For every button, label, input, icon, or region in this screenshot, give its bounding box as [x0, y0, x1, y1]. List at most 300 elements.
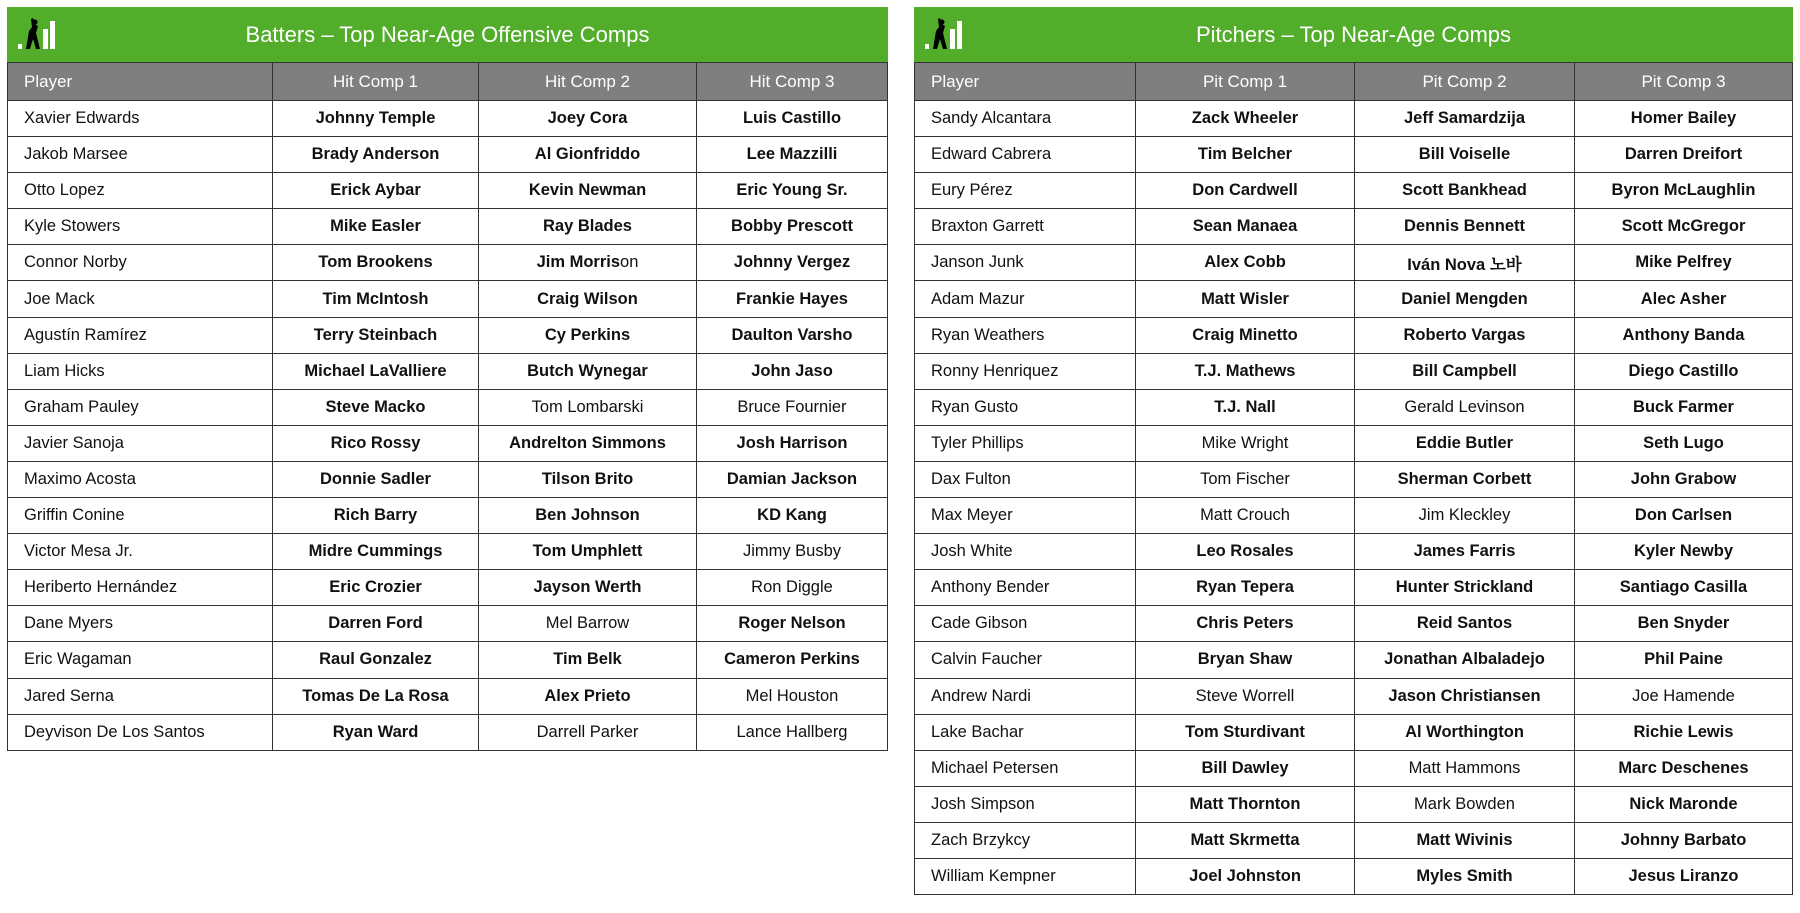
table-row: [8, 678, 888, 714]
comp-name-regular: Mel Barrow: [545, 614, 630, 633]
table-row: [915, 714, 1793, 750]
player-name-cell: William Kempner: [915, 858, 1136, 894]
player-name-cell: Joe Mack: [8, 281, 273, 317]
comp-3-cell: [697, 678, 888, 714]
comp-2-cell: [1355, 461, 1575, 497]
column-header-comp-2: Hit Comp 2: [479, 63, 697, 101]
comp-name-bold: Zack Wheeler: [1191, 109, 1299, 128]
player-name-cell: Jakob Marsee: [8, 137, 273, 173]
comp-1-cell: [1136, 389, 1355, 425]
comp-3-cell: [1575, 570, 1793, 606]
player-name-cell: Lake Bachar: [915, 714, 1136, 750]
comp-2-cell: [1355, 353, 1575, 389]
comp-2-cell: [1355, 101, 1575, 137]
comp-name-bold: Roger Nelson: [738, 614, 846, 633]
batter-logo-icon: [924, 17, 964, 51]
comp-name-bold: John Grabow: [1630, 469, 1737, 488]
comp-name-bold: Eric Young Sr.: [736, 181, 848, 200]
comp-name-bold: Luis Castillo: [742, 109, 842, 128]
comp-name-bold: Tom Umphlett: [532, 542, 643, 561]
comp-name-bold: Tim Belk: [553, 650, 622, 669]
comp-name-bold: Chris Peters: [1196, 614, 1294, 633]
comp-1-cell: [273, 714, 479, 750]
comp-name-bold: Joel Johnston: [1189, 867, 1301, 886]
table-row: [8, 570, 888, 606]
comp-1-cell: [1136, 425, 1355, 461]
comp-3-cell: [1575, 101, 1793, 137]
comp-2-cell: [479, 353, 697, 389]
comp-name-bold: Terry Steinbach: [313, 325, 438, 344]
comp-1-cell: [273, 173, 479, 209]
comp-2-cell: [479, 137, 697, 173]
comp-name-bold: Alex Prieto: [544, 686, 631, 705]
comp-name-bold: Alec Asher: [1640, 289, 1727, 308]
player-name-cell: Graham Pauley: [8, 389, 273, 425]
comp-name-bold: Mike Pelfrey: [1635, 253, 1732, 272]
comp-name-bold: Diego Castillo: [1628, 361, 1739, 380]
player-name-cell: Liam Hicks: [8, 353, 273, 389]
player-name-cell: Anthony Bender: [915, 570, 1136, 606]
comp-name-bold: Raul Gonzalez: [319, 650, 432, 669]
comp-2-cell: [1355, 570, 1575, 606]
comp-1-cell: [273, 461, 479, 497]
comp-3-cell: [1575, 281, 1793, 317]
comp-name-regular: Gerald Levinson: [1404, 397, 1525, 416]
comp-3-cell: [697, 389, 888, 425]
comp-name-bold: Ben Snyder: [1637, 614, 1730, 633]
comp-name-bold: Midre Cummings: [308, 542, 443, 561]
table-row: [915, 317, 1793, 353]
table-row: [915, 245, 1793, 281]
comp-1-cell: [273, 389, 479, 425]
batter-logo-icon: [17, 17, 57, 51]
comp-2-cell: [1355, 858, 1575, 894]
comp-name-bold: Dennis Bennett: [1403, 217, 1525, 236]
comp-1-cell: [273, 137, 479, 173]
comp-3-cell: [697, 498, 888, 534]
player-name-cell: Edward Cabrera: [915, 137, 1136, 173]
player-name-cell: Victor Mesa Jr.: [8, 534, 273, 570]
comp-name-bold: Nick Maronde: [1629, 794, 1738, 813]
comp-1-cell: [273, 570, 479, 606]
comp-name-bold: Eddie Butler: [1415, 433, 1514, 452]
player-name-cell: Adam Mazur: [915, 281, 1136, 317]
comp-name-regular: Mel Houston: [745, 686, 839, 705]
player-name-cell: Deyvison De Los Santos: [8, 714, 273, 750]
player-name-cell: Braxton Garrett: [915, 209, 1136, 245]
comp-3-cell: [1575, 498, 1793, 534]
comp-3-cell: [697, 425, 888, 461]
pitchers-table: [914, 62, 1793, 895]
table-row: [915, 137, 1793, 173]
comp-name-bold: Bill Voiselle: [1418, 145, 1511, 164]
comp-name-bold: Ben Johnson: [535, 506, 640, 525]
column-header-comp-1: Hit Comp 1: [273, 63, 479, 101]
comp-2-cell: [479, 606, 697, 642]
table-row: [8, 425, 888, 461]
table-row: [915, 822, 1793, 858]
player-name-cell: Janson Junk: [915, 245, 1136, 281]
comp-name-bold: Steve Macko: [325, 397, 426, 416]
comp-1-cell: [273, 606, 479, 642]
batters-comps-panel: [7, 7, 888, 751]
table-row: [915, 353, 1793, 389]
comp-2-cell: [479, 534, 697, 570]
player-name-cell: Max Meyer: [915, 498, 1136, 534]
comp-1-cell: [1136, 822, 1355, 858]
comp-2-cell: [1355, 245, 1575, 281]
comp-2-cell: [1355, 606, 1575, 642]
comp-name-bold: Tim McIntosh: [322, 289, 429, 308]
pitchers-comps-panel: [914, 7, 1793, 895]
comp-name-regular: Jim Kleckley: [1418, 506, 1511, 525]
table-row: [915, 750, 1793, 786]
comp-name-bold: Tom Sturdivant: [1185, 722, 1305, 741]
comp-name-bold: John Jaso: [751, 361, 833, 380]
comp-1-cell: [273, 678, 479, 714]
comp-name-bold: Jeff Samardzija: [1403, 109, 1526, 128]
comp-3-cell: [697, 714, 888, 750]
table-row: [8, 101, 888, 137]
comp-name-bold: Ray Blades: [543, 217, 632, 236]
comp-2-cell: [1355, 281, 1575, 317]
comp-1-cell: [273, 425, 479, 461]
table-row: [915, 534, 1793, 570]
table-row: [8, 281, 888, 317]
comp-3-cell: [697, 281, 888, 317]
comp-3-cell: [1575, 209, 1793, 245]
comp-2-cell: [479, 678, 697, 714]
comp-2-cell: [479, 461, 697, 497]
player-name-cell: Calvin Faucher: [915, 642, 1136, 678]
comp-name-regular: Matt Crouch: [1200, 506, 1290, 525]
comp-name-bold: Rico Rossy: [330, 433, 421, 452]
comp-name-bold: Bill Dawley: [1201, 758, 1289, 777]
table-row: [915, 678, 1793, 714]
comp-1-cell: [1136, 461, 1355, 497]
batters-title: Batters – Top Near-Age Offensive Comps: [245, 21, 650, 47]
player-name-cell: Andrew Nardi: [915, 678, 1136, 714]
comp-1-cell: [273, 245, 479, 281]
comp-2-cell: [1355, 137, 1575, 173]
comp-1-cell: [1136, 534, 1355, 570]
player-name-cell: Ronny Henriquez: [915, 353, 1136, 389]
comp-name-regular: Matt Hammons: [1408, 758, 1521, 777]
comp-name-regular: Tom Fischer: [1200, 469, 1290, 488]
comp-name-regular: Jimmy Busby: [742, 542, 842, 561]
comp-name-bold: Tim Belcher: [1197, 145, 1293, 164]
comp-name-bold: Jonathan Albaladejo: [1384, 650, 1545, 669]
table-row: [915, 858, 1793, 894]
comp-2-cell: [1355, 425, 1575, 461]
player-name-cell: Tyler Phillips: [915, 425, 1136, 461]
comp-3-cell: [1575, 786, 1793, 822]
table-row: [8, 137, 888, 173]
comp-name-bold: Matt Wivinis: [1416, 830, 1513, 849]
player-name-cell: Xavier Edwards: [8, 101, 273, 137]
player-name-cell: Eric Wagaman: [8, 642, 273, 678]
comp-1-cell: [273, 353, 479, 389]
comp-name-bold: Johnny Temple: [315, 109, 436, 128]
comp-3-cell: [697, 209, 888, 245]
table-row: [915, 389, 1793, 425]
comp-2-cell: [1355, 750, 1575, 786]
comp-name-bold: Kyler Newby: [1633, 542, 1734, 561]
comp-2-cell: [1355, 209, 1575, 245]
comp-2-cell: [479, 317, 697, 353]
comp-2-cell: [1355, 173, 1575, 209]
comp-name-regular: Lance Hallberg: [736, 722, 848, 741]
comp-2-cell: [479, 101, 697, 137]
table-row: [8, 353, 888, 389]
comp-1-cell: [1136, 317, 1355, 353]
comp-name-bold: Cameron Perkins: [724, 650, 860, 669]
comp-1-cell: [1136, 173, 1355, 209]
comp-3-cell: [697, 642, 888, 678]
comp-name-regular: Steve Worrell: [1195, 686, 1295, 705]
comp-2-cell: [1355, 642, 1575, 678]
player-name-cell: Josh Simpson: [915, 786, 1136, 822]
comp-2-cell: [479, 425, 697, 461]
table-row: [8, 173, 888, 209]
comp-name-bold: Don Cardwell: [1192, 181, 1298, 200]
comp-name-bold: Hunter Strickland: [1395, 578, 1534, 597]
comp-name-bold: Butch Wynegar: [527, 361, 648, 380]
table-row: [8, 389, 888, 425]
comp-name-bold: Mike Easler: [330, 217, 421, 236]
comp-name-bold: Byron McLaughlin: [1611, 181, 1756, 200]
comp-name-bold: Daniel Mengden: [1401, 289, 1528, 308]
comp-2-cell: [479, 389, 697, 425]
comp-name-bold: Richie Lewis: [1633, 722, 1734, 741]
comp-3-cell: [1575, 750, 1793, 786]
table-row: [8, 534, 888, 570]
column-header-comp-3: Pit Comp 3: [1575, 63, 1793, 101]
comp-name-bold: Homer Bailey: [1630, 109, 1737, 128]
comp-name-bold: Phil Paine: [1644, 650, 1723, 669]
comp-name-bold: Buck Farmer: [1633, 397, 1734, 416]
comp-name-bold: Sherman Corbett: [1397, 469, 1532, 488]
comp-3-cell: [1575, 714, 1793, 750]
player-name-cell: Dax Fulton: [915, 461, 1136, 497]
comp-3-cell: [697, 137, 888, 173]
comp-1-cell: [1136, 281, 1355, 317]
player-name-cell: Otto Lopez: [8, 173, 273, 209]
comp-name-bold: Kevin Newman: [528, 181, 647, 200]
comp-2-cell: [1355, 714, 1575, 750]
comp-3-cell: [1575, 606, 1793, 642]
comp-name-bold: Matt Thornton: [1189, 794, 1301, 813]
comp-name-bold: Scott McGregor: [1621, 217, 1746, 236]
comp-1-cell: [1136, 209, 1355, 245]
comp-2-cell: [479, 642, 697, 678]
comp-name-regular: Joe Hamende: [1632, 686, 1735, 705]
player-name-cell: Eury Pérez: [915, 173, 1136, 209]
table-row: [915, 173, 1793, 209]
pitchers-banner: [914, 7, 1793, 62]
table-row: [915, 425, 1793, 461]
comp-name-bold: James Farris: [1413, 542, 1516, 561]
comp-name-bold: Bill Campbell: [1412, 361, 1517, 380]
comp-name-bold: Scott Bankhead: [1402, 181, 1527, 200]
comp-name-bold: Darren Ford: [328, 614, 423, 633]
comp-name-bold: Joey Cora: [547, 109, 628, 128]
comp-name-bold: Bryan Shaw: [1197, 650, 1293, 669]
column-header-comp-2: Pit Comp 2: [1355, 63, 1575, 101]
table-row: [915, 606, 1793, 642]
table-row: [915, 498, 1793, 534]
comp-2-cell: [1355, 678, 1575, 714]
comp-name-bold: Tomas De La Rosa: [302, 686, 449, 705]
comp-3-cell: [1575, 425, 1793, 461]
comp-3-cell: [1575, 137, 1793, 173]
comp-name-bold: Darren Dreifort: [1624, 145, 1743, 164]
comp-name-bold: Anthony Banda: [1622, 325, 1745, 344]
table-row: [915, 209, 1793, 245]
comp-2-cell: [479, 281, 697, 317]
player-name-cell: Agustín Ramírez: [8, 317, 273, 353]
comp-1-cell: [1136, 606, 1355, 642]
comp-1-cell: [1136, 137, 1355, 173]
comp-name-bold: Jim Morris: [536, 253, 621, 272]
comp-3-cell: [697, 317, 888, 353]
table-row: [915, 461, 1793, 497]
player-name-cell: Ryan Gusto: [915, 389, 1136, 425]
comp-1-cell: [1136, 714, 1355, 750]
comp-2-cell: [1355, 822, 1575, 858]
comp-name-bold: Jesus Liranzo: [1628, 867, 1739, 886]
comp-2-cell: [1355, 389, 1575, 425]
comp-name-regular: on: [620, 253, 639, 272]
comp-name-regular: Tom Lombarski: [531, 397, 644, 416]
player-name-cell: Kyle Stowers: [8, 209, 273, 245]
comp-3-cell: [697, 173, 888, 209]
table-row: [8, 498, 888, 534]
comp-name-bold: Tom Brookens: [318, 253, 433, 272]
comp-2-cell: [479, 173, 697, 209]
comp-name-regular: Mark Bowden: [1414, 794, 1515, 813]
player-name-cell: Sandy Alcantara: [915, 101, 1136, 137]
comp-2-cell: [1355, 786, 1575, 822]
comp-name-bold: Bobby Prescott: [731, 217, 853, 236]
comp-1-cell: [273, 281, 479, 317]
column-header-player: Player: [915, 63, 1136, 101]
batters-banner: [7, 7, 888, 62]
comp-2-cell: [479, 209, 697, 245]
comp-2-cell: [479, 498, 697, 534]
table-row: [8, 461, 888, 497]
comp-3-cell: [697, 570, 888, 606]
player-name-cell: Michael Petersen: [915, 750, 1136, 786]
comp-3-cell: [697, 534, 888, 570]
comp-name-bold: T.J. Nall: [1214, 397, 1276, 416]
comp-name-bold: Iván Nova 노바: [1407, 255, 1522, 274]
table-row: [915, 570, 1793, 606]
comp-name-bold: Craig Minetto: [1192, 325, 1298, 344]
comp-2-cell: [479, 570, 697, 606]
comp-3-cell: [697, 101, 888, 137]
comp-name-bold: Matt Skrmetta: [1190, 830, 1300, 849]
comp-name-bold: Tilson Brito: [541, 469, 634, 488]
comp-name-bold: Santiago Casilla: [1619, 578, 1748, 597]
player-name-cell: Cade Gibson: [915, 606, 1136, 642]
comp-name-bold: Erick Aybar: [330, 181, 421, 200]
comp-name-bold: KD Kang: [757, 506, 827, 525]
comp-1-cell: [1136, 101, 1355, 137]
player-name-cell: Josh White: [915, 534, 1136, 570]
table-row: [915, 101, 1793, 137]
comp-2-cell: [479, 714, 697, 750]
player-name-cell: Griffin Conine: [8, 498, 273, 534]
table-row: [8, 714, 888, 750]
comp-name-bold: Matt Wisler: [1201, 289, 1289, 308]
comp-3-cell: [1575, 678, 1793, 714]
comp-3-cell: [697, 353, 888, 389]
comp-3-cell: [1575, 173, 1793, 209]
comp-3-cell: [1575, 317, 1793, 353]
comp-3-cell: [1575, 461, 1793, 497]
comp-name-bold: Daulton Varsho: [731, 325, 853, 344]
comp-name-bold: Johnny Vergez: [733, 253, 851, 272]
comp-name-bold: Leo Rosales: [1196, 542, 1294, 561]
batters-table: [7, 62, 888, 751]
comp-name-bold: Ryan Tepera: [1196, 578, 1294, 597]
comp-name-bold: Myles Smith: [1416, 867, 1513, 886]
player-name-cell: Ryan Weathers: [915, 317, 1136, 353]
comp-1-cell: [1136, 570, 1355, 606]
comp-name-bold: Damian Jackson: [726, 469, 858, 488]
comp-name-bold: Reid Santos: [1416, 614, 1513, 633]
comp-name-bold: Marc Deschenes: [1618, 758, 1749, 777]
comp-1-cell: [1136, 678, 1355, 714]
comp-1-cell: [273, 317, 479, 353]
comp-2-cell: [1355, 534, 1575, 570]
comp-1-cell: [1136, 498, 1355, 534]
player-name-cell: Jared Serna: [8, 678, 273, 714]
comp-name-bold: Frankie Hayes: [736, 289, 848, 308]
comp-name-bold: Ryan Ward: [332, 722, 419, 741]
pitchers-title: Pitchers – Top Near-Age Comps: [1195, 21, 1512, 47]
comp-name-bold: Lee Mazzilli: [746, 145, 838, 164]
column-header-comp-1: Pit Comp 1: [1136, 63, 1355, 101]
comp-1-cell: [1136, 642, 1355, 678]
comp-1-cell: [1136, 786, 1355, 822]
comp-1-cell: [273, 642, 479, 678]
comp-name-bold: Sean Manaea: [1192, 217, 1298, 236]
table-row: [915, 281, 1793, 317]
comp-name-regular: Mike Wright: [1201, 433, 1289, 452]
player-name-cell: Dane Myers: [8, 606, 273, 642]
comp-name-regular: Darrell Parker: [536, 722, 639, 741]
player-name-cell: Connor Norby: [8, 245, 273, 281]
comp-3-cell: [697, 461, 888, 497]
table-row: [8, 245, 888, 281]
comp-name-bold: Andrelton Simmons: [509, 433, 666, 452]
comp-name-bold: Alex Cobb: [1204, 253, 1286, 272]
comp-1-cell: [1136, 245, 1355, 281]
comp-name-bold: Roberto Vargas: [1403, 325, 1526, 344]
comp-3-cell: [1575, 642, 1793, 678]
player-name-cell: Zach Brzykcy: [915, 822, 1136, 858]
column-header-player: Player: [8, 63, 273, 101]
comp-name-bold: Seth Lugo: [1643, 433, 1724, 452]
comp-name-bold: Jayson Werth: [533, 578, 642, 597]
comp-1-cell: [273, 209, 479, 245]
comp-name-regular: Bruce Fournier: [737, 397, 847, 416]
comp-name-bold: Cy Perkins: [544, 325, 631, 344]
comp-name-bold: Eric Crozier: [329, 578, 422, 597]
table-row: [915, 642, 1793, 678]
